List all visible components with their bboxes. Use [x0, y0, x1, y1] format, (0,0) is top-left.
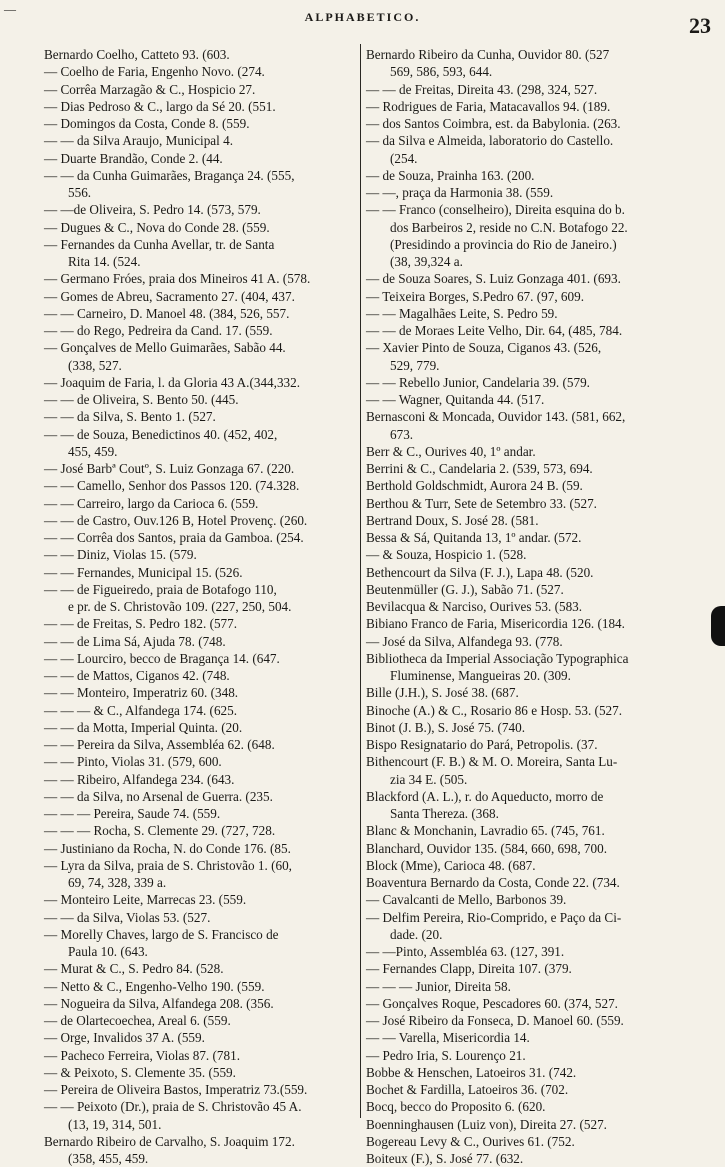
- entry-line: Blanchard, Ouvidor 135. (584, 660, 698, 700.: [366, 840, 608, 856]
- directory-entry: [366, 1116, 712, 1133]
- directory-entry: [366, 339, 712, 374]
- entry-continuation: (338, 527.: [68, 357, 122, 373]
- directory-entry: [44, 615, 358, 632]
- entry-line: — Dias Pedroso & C., largo da Sé 20. (551.: [44, 98, 276, 114]
- directory-entry: [44, 426, 358, 461]
- directory-entry: [44, 391, 358, 408]
- directory-entry: [44, 477, 358, 494]
- directory-entry: [44, 684, 358, 701]
- directory-entry: [44, 822, 358, 839]
- directory-entry: [44, 650, 358, 667]
- entry-continuation: 556.: [68, 185, 92, 200]
- entry-line: — Cavalcanti de Mello, Barbonos 39.: [366, 892, 567, 908]
- entry-line: — Xavier Pinto de Souza, Ciganos 43. (526,: [366, 340, 602, 356]
- directory-entry: [44, 667, 358, 684]
- directory-entry: [366, 288, 712, 305]
- directory-entry: [366, 684, 712, 701]
- directory-entry: [366, 788, 712, 823]
- entry-line: — Fernandes Clapp, Direita 107. (379.: [366, 961, 572, 977]
- entry-continuation: Santa Thereza. (368.: [390, 806, 499, 821]
- entry-line: — de Souza, Prainha 163. (200.: [366, 167, 535, 183]
- entry-line: Bertrand Doux, S. José 28. (581.: [366, 512, 539, 528]
- entry-line: — — de Mattos, Ciganos 42. (748.: [44, 668, 230, 683]
- directory-entry: [44, 1012, 358, 1029]
- entry-line: — — do Rego, Pedreira da Cand. 17. (559.: [44, 323, 273, 338]
- entry-line: — — de Freitas, Direita 43. (298, 324, 527.: [366, 81, 598, 97]
- entry-continuation: dade. (20.: [390, 926, 443, 942]
- entry-continuation: Paula 10. (643.: [68, 944, 148, 959]
- entry-line: — — de Lima Sá, Ajuda 78. (748.: [44, 633, 226, 649]
- entry-line: — — de Souza, Benedictinos 40. (452, 402,: [44, 426, 278, 442]
- directory-entry: [44, 546, 358, 563]
- entry-line: — Nogueira da Silva, Alfandega 208. (356.: [44, 995, 274, 1011]
- directory-entry: [366, 167, 712, 184]
- entry-line: — Duarte Brandão, Conde 2. (44.: [44, 150, 223, 166]
- entry-line: Bibiano Franco de Faria, Misericordia 126. (184.: [366, 616, 625, 632]
- directory-entry: [366, 598, 712, 615]
- directory-entry: [44, 46, 358, 63]
- directory-entry: [366, 132, 712, 167]
- entry-line: — — Corrêa dos Santos, praia da Gamboa. (254.: [44, 530, 304, 545]
- entry-line: Bocq, becco do Proposito 6. (620.: [366, 1099, 546, 1115]
- directory-entry: [366, 581, 712, 598]
- entry-line: — Joaquim de Faria, l. da Gloria 43 A.(344,332.: [44, 374, 301, 390]
- directory-entry: [44, 150, 358, 167]
- directory-entry: [366, 891, 712, 908]
- directory-entry: [366, 650, 712, 685]
- entry-line: Block (Mme), Carioca 48. (687.: [366, 857, 536, 873]
- directory-entry: [366, 736, 712, 753]
- entry-line: Binoche (A.) & C., Rosario 86 e Hosp. 53. (527.: [366, 702, 623, 718]
- directory-entry: [366, 822, 712, 839]
- entry-line: Berrini & C., Candelaria 2. (539, 573, 694.: [366, 461, 593, 476]
- entry-line: Bessa & Sá, Quitanda 13, 1º andar. (572.: [366, 530, 582, 545]
- entry-line: Berthou & Turr, Sete de Setembro 33. (527.: [366, 495, 597, 511]
- directory-entry: [44, 857, 358, 892]
- entry-line: — —de Oliveira, S. Pedro 14. (573, 579.: [44, 202, 261, 218]
- entry-line: — Delfim Pereira, Rio-Comprido, e Paço da Ci-: [366, 909, 622, 925]
- entry-line: — — da Motta, Imperial Quinta. (20.: [44, 719, 243, 735]
- entry-line: — Monteiro Leite, Marrecas 23. (559.: [44, 892, 247, 908]
- directory-entry: [366, 1081, 712, 1098]
- entry-line: Bille (J.H.), S. José 38. (687.: [366, 685, 519, 701]
- directory-entry: [44, 339, 358, 374]
- directory-entry: [44, 753, 358, 770]
- directory-entry: [366, 1133, 712, 1150]
- entry-line: — —Pinto, Assembléa 63. (127, 391.: [366, 944, 565, 959]
- entry-line: Blackford (A. L.), r. do Aqueducto, morro de: [366, 788, 604, 804]
- directory-entry: [366, 512, 712, 529]
- directory-entry: [44, 1047, 358, 1064]
- directory-entry: [366, 305, 712, 322]
- directory-entry: [366, 201, 712, 270]
- entry-continuation: (13, 19, 314, 501.: [68, 1116, 162, 1132]
- entry-line: — — Peixoto (Dr.), praia de S. Christovão 45 A.: [44, 1099, 302, 1115]
- entry-line: — — Wagner, Quitanda 44. (517.: [366, 392, 545, 407]
- entry-line: — — da Cunha Guimarães, Bragança 24. (555,: [44, 167, 295, 183]
- directory-entry: [366, 460, 712, 477]
- directory-entry: [366, 46, 712, 81]
- directory-entry: [366, 495, 712, 512]
- entry-line: — — da Silva, S. Bento 1. (527.: [44, 409, 216, 425]
- directory-entry: [44, 1098, 358, 1133]
- entry-line: — Morelly Chaves, largo de S. Francisco de: [44, 926, 279, 942]
- directory-entry: [366, 943, 712, 960]
- page-title: ALPHABETICO.: [304, 10, 421, 24]
- entry-line: — — Varella, Misericordia 14.: [366, 1030, 530, 1046]
- corner-mark: —: [4, 2, 16, 16]
- entry-line: — dos Santos Coimbra, est. da Babylonia. (263.: [366, 116, 621, 131]
- entry-line: — Justiniano da Rocha, N. do Conde 176. (85.: [44, 840, 291, 856]
- entry-line: — de Souza Soares, S. Luiz Gonzaga 401. (693.: [366, 271, 621, 287]
- entry-continuation: 673.: [390, 426, 414, 442]
- directory-entry: [366, 184, 712, 201]
- entry-line: Bibliotheca da Imperial Associação Typographica: [366, 650, 629, 666]
- entry-line: — — Rebello Junior, Candelaria 39. (579.: [366, 374, 590, 390]
- entry-line: — Germano Fróes, praia dos Mineiros 41 A. (578.: [44, 271, 311, 287]
- entry-line: — da Silva e Almeida, laboratorio do Castello.: [366, 133, 614, 149]
- entry-line: Bobbe & Henschen, Latoeiros 31. (742.: [366, 1064, 577, 1080]
- entry-line: Bochet & Fardilla, Latoeiros 36. (702.: [366, 1082, 569, 1097]
- directory-entry: [44, 460, 358, 477]
- directory-entry: [366, 840, 712, 857]
- right-column: [366, 46, 712, 1166]
- directory-entry: [366, 564, 712, 581]
- entry-line: Bernardo Ribeiro de Carvalho, S. Joaquim 172.: [44, 1133, 295, 1149]
- entry-line: Bithencourt (F. B.) & M. O. Moreira, Santa Lu-: [366, 754, 618, 770]
- entry-line: Bernardo Coelho, Catteto 93. (603.: [44, 47, 230, 62]
- directory-entry: [366, 615, 712, 632]
- directory-entry: [44, 771, 358, 788]
- directory-entry: [44, 805, 358, 822]
- entry-line: — — Fernandes, Municipal 15. (526.: [44, 564, 243, 580]
- directory-entry: [366, 753, 712, 788]
- directory-entry: [44, 322, 358, 339]
- ink-blot: [711, 606, 725, 646]
- directory-entry: [44, 581, 358, 616]
- entry-line: — — de Oliveira, S. Bento 50. (445.: [44, 392, 239, 407]
- entry-line: — Gonçalves Roque, Pescadores 60. (374, 527.: [366, 995, 618, 1011]
- directory-entry: [44, 495, 358, 512]
- directory-entry: [366, 1098, 712, 1115]
- entry-line: Boaventura Bernardo da Costa, Conde 22. (734.: [366, 875, 620, 890]
- entry-continuation: 455, 459.: [68, 443, 118, 459]
- entry-line: — — — Pereira, Saude 74. (559.: [44, 806, 221, 821]
- directory-entry: [44, 529, 358, 546]
- entry-line: — — — Rocha, S. Clemente 29. (727, 728.: [44, 823, 276, 839]
- directory-entry: [44, 978, 358, 995]
- directory-entry: [44, 63, 358, 80]
- directory-entry: [44, 788, 358, 805]
- directory-entry: [366, 1029, 712, 1046]
- entry-line: Bevilacqua & Narciso, Ourives 53. (583.: [366, 599, 583, 614]
- entry-line: — — Magalhães Leite, S. Pedro 59.: [366, 305, 558, 321]
- entry-continuation: (38, 39,324 a.: [390, 254, 463, 269]
- entry-line: — de Olartecoechea, Areal 6. (559.: [44, 1013, 231, 1028]
- directory-entry: [44, 702, 358, 719]
- directory-entry: [366, 1047, 712, 1064]
- directory-entry: [44, 926, 358, 961]
- directory-entry: [366, 857, 712, 874]
- entry-line: Bernasconi & Moncada, Ouvidor 143. (581, 662,: [366, 409, 626, 425]
- directory-entry: [366, 443, 712, 460]
- directory-entry: [44, 719, 358, 736]
- entry-line: — — Carneiro, D. Manoel 48. (384, 526, 557.: [44, 305, 290, 321]
- directory-entry: [44, 81, 358, 98]
- directory-entry: [44, 1064, 358, 1081]
- directory-entry: [44, 98, 358, 115]
- directory-entry: [366, 1012, 712, 1029]
- entry-continuation: e pr. de S. Christovão 109. (227, 250, 504.: [68, 599, 292, 614]
- directory-entry: [44, 167, 358, 202]
- directory-entry: [366, 81, 712, 98]
- entry-line: — — Lourciro, becco de Bragança 14. (647.: [44, 650, 280, 666]
- entry-line: — Lyra da Silva, praia de S. Christovão 1. (60,: [44, 857, 292, 873]
- directory-entry: [44, 1029, 358, 1046]
- directory-entry: [366, 960, 712, 977]
- entry-continuation: 529, 779.: [390, 357, 440, 373]
- directory-entry: [44, 288, 358, 305]
- entry-line: Boenninghausen (Luiz von), Direita 27. (527.: [366, 1116, 607, 1132]
- entry-line: — — da Silva, no Arsenal de Guerra. (235.: [44, 788, 273, 804]
- entry-line: — José Ribeiro da Fonseca, D. Manoel 60. (559.: [366, 1013, 624, 1028]
- directory-entry: [366, 702, 712, 719]
- directory-entry: [44, 236, 358, 271]
- directory-entry: [366, 529, 712, 546]
- directory-entry: [44, 995, 358, 1012]
- entry-line: — Corrêa Marzagão & C., Hospicio 27.: [44, 81, 256, 97]
- directory-entry: [366, 322, 712, 339]
- entry-line: — — de Moraes Leite Velho, Dir. 64, (485, 784.: [366, 323, 623, 338]
- entry-continuation: (Presidindo a provincia do Rio de Janeiro.): [390, 236, 617, 252]
- entry-line: Binot (J. B.), S. José 75. (740.: [366, 719, 525, 735]
- entry-continuation: dos Barbeiros 2, reside no C.N. Botafogo 22.: [390, 219, 628, 235]
- directory-entry: [44, 115, 358, 132]
- entry-line: — — — & C., Alfandega 174. (625.: [44, 702, 238, 718]
- directory-entry: [44, 270, 358, 287]
- entry-line: Blanc & Monchanin, Lavradio 65. (745, 761.: [366, 823, 605, 839]
- entry-line: — Pacheco Ferreira, Violas 87. (781.: [44, 1047, 240, 1063]
- directory-entry: [366, 546, 712, 563]
- directory-entry: [44, 132, 358, 149]
- entry-line: — — da Silva, Violas 53. (527.: [44, 909, 211, 925]
- entry-line: — — — Junior, Direita 58.: [366, 978, 511, 994]
- directory-entry: [366, 633, 712, 650]
- entry-line: Boiteux (F.), S. José 77. (632.: [366, 1151, 524, 1166]
- entry-line: Berthold Goldschmidt, Aurora 24 B. (59.: [366, 478, 583, 494]
- page-number: 23: [689, 13, 711, 38]
- entry-continuation: 69, 74, 328, 339 a.: [68, 875, 167, 890]
- entry-line: — — Camello, Senhor dos Passos 120. (74.328.: [44, 478, 300, 494]
- directory-entry: [44, 564, 358, 581]
- running-head: [0, 10, 725, 38]
- entry-line: Bethencourt da Silva (F. J.), Lapa 48. (520.: [366, 564, 594, 580]
- entry-line: Beutenmüller (G. J.), Sabão 71. (527.: [366, 581, 564, 597]
- directory-entry: [44, 891, 358, 908]
- entry-line: — — Franco (conselheiro), Direita esquina do b.: [366, 202, 625, 218]
- entry-line: — — da Silva Araujo, Municipal 4.: [44, 133, 233, 149]
- entry-line: — Coelho de Faria, Engenho Novo. (274.: [44, 64, 265, 80]
- entry-line: Bernardo Ribeiro da Cunha, Ouvidor 80. (527: [366, 47, 610, 62]
- entry-line: — — de Freitas, S. Pedro 182. (577.: [44, 616, 238, 632]
- entry-line: — José da Silva, Alfandega 93. (778.: [366, 633, 563, 649]
- directory-entry: [44, 1133, 358, 1167]
- entry-line: — Orge, Invalidos 37 A. (559.: [44, 1030, 205, 1046]
- directory-entry: [366, 115, 712, 132]
- directory-entry: [366, 374, 712, 391]
- directory-entry: [44, 512, 358, 529]
- entry-continuation: zia 34 E. (505.: [390, 771, 468, 787]
- entry-line: — — de Figueiredo, praia de Botafogo 110,: [44, 581, 277, 597]
- directory-entry: [44, 960, 358, 977]
- directory-entry: [44, 374, 358, 391]
- entry-line: Bogereau Levy & C., Ourives 61. (752.: [366, 1133, 575, 1149]
- directory-entry: [44, 840, 358, 857]
- left-column: [44, 46, 358, 1166]
- directory-entry: [44, 909, 358, 926]
- entry-line: — Netto & C., Engenho-Velho 190. (559.: [44, 978, 265, 994]
- entry-line: — Teixeira Borges, S.Pedro 67. (97, 609.: [366, 288, 584, 304]
- entry-line: — — Pereira da Silva, Assembléa 62. (648.: [44, 737, 275, 752]
- entry-line: — José Barbª Coutº, S. Luiz Gonzaga 67. (220.: [44, 461, 295, 476]
- entry-line: — — de Castro, Ouv.126 B, Hotel Provenç. (260.: [44, 512, 308, 528]
- entry-line: Berr & C., Ourives 40, 1º andar.: [366, 443, 536, 459]
- directory-entry: [44, 633, 358, 650]
- entry-line: — Gonçalves de Mello Guimarães, Sabão 44.: [44, 340, 286, 356]
- directory-entry: [366, 408, 712, 443]
- entry-line: — & Peixoto, S. Clemente 35. (559.: [44, 1064, 236, 1080]
- entry-line: — — Diniz, Violas 15. (579.: [44, 547, 197, 563]
- directory-entry: [44, 219, 358, 236]
- entry-line: — — Pinto, Violas 31. (579, 600.: [44, 754, 222, 770]
- entry-continuation: Rita 14. (524.: [68, 254, 141, 269]
- entry-line: — — Monteiro, Imperatriz 60. (348.: [44, 685, 239, 701]
- entry-continuation: 569, 586, 593, 644.: [390, 64, 493, 80]
- directory-entry: [366, 978, 712, 995]
- directory-entry: [366, 1064, 712, 1081]
- entry-line: — Fernandes da Cunha Avellar, tr. de Santa: [44, 236, 275, 252]
- directory-entry: [366, 995, 712, 1012]
- directory-entry: [44, 408, 358, 425]
- entry-continuation: (358, 455, 459.: [68, 1151, 149, 1166]
- directory-entry: [44, 1081, 358, 1098]
- entry-line: — —, praça da Harmonia 38. (559.: [366, 185, 554, 200]
- directory-entry: [366, 391, 712, 408]
- entry-line: — Dugues & C., Nova do Conde 28. (559.: [44, 219, 270, 235]
- entry-line: — — Ribeiro, Alfandega 234. (643.: [44, 771, 235, 787]
- directory-entry: [44, 736, 358, 753]
- entry-line: — — Carreiro, largo da Carioca 6. (559.: [44, 495, 259, 511]
- entry-continuation: Fluminense, Mangueiras 20. (309.: [390, 668, 571, 683]
- directory-entry: [366, 909, 712, 944]
- entry-line: Bispo Resignatario do Pará, Petropolis. (37.: [366, 737, 598, 752]
- entry-line: — Rodrigues de Faria, Matacavallos 94. (189.: [366, 98, 611, 114]
- entry-line: — Domingos da Costa, Conde 8. (559.: [44, 116, 250, 131]
- directory-entry: [366, 270, 712, 287]
- directory-entry: [366, 719, 712, 736]
- directory-entry: [366, 477, 712, 494]
- entry-line: — Pereira de Oliveira Bastos, Imperatriz 73.(559.: [44, 1082, 308, 1097]
- directory-entry: [366, 1150, 712, 1167]
- entry-line: — & Souza, Hospicio 1. (528.: [366, 547, 527, 563]
- column-divider: [360, 44, 361, 1118]
- directory-entry: [44, 201, 358, 218]
- entry-continuation: (254.: [390, 150, 418, 166]
- entry-line: — Murat & C., S. Pedro 84. (528.: [44, 961, 224, 977]
- directory-entry: [366, 874, 712, 891]
- directory-entry: [44, 305, 358, 322]
- entry-line: — Gomes de Abreu, Sacramento 27. (404, 437.: [44, 288, 295, 304]
- entry-line: — Pedro Iria, S. Lourenço 21.: [366, 1047, 526, 1063]
- directory-entry: [366, 98, 712, 115]
